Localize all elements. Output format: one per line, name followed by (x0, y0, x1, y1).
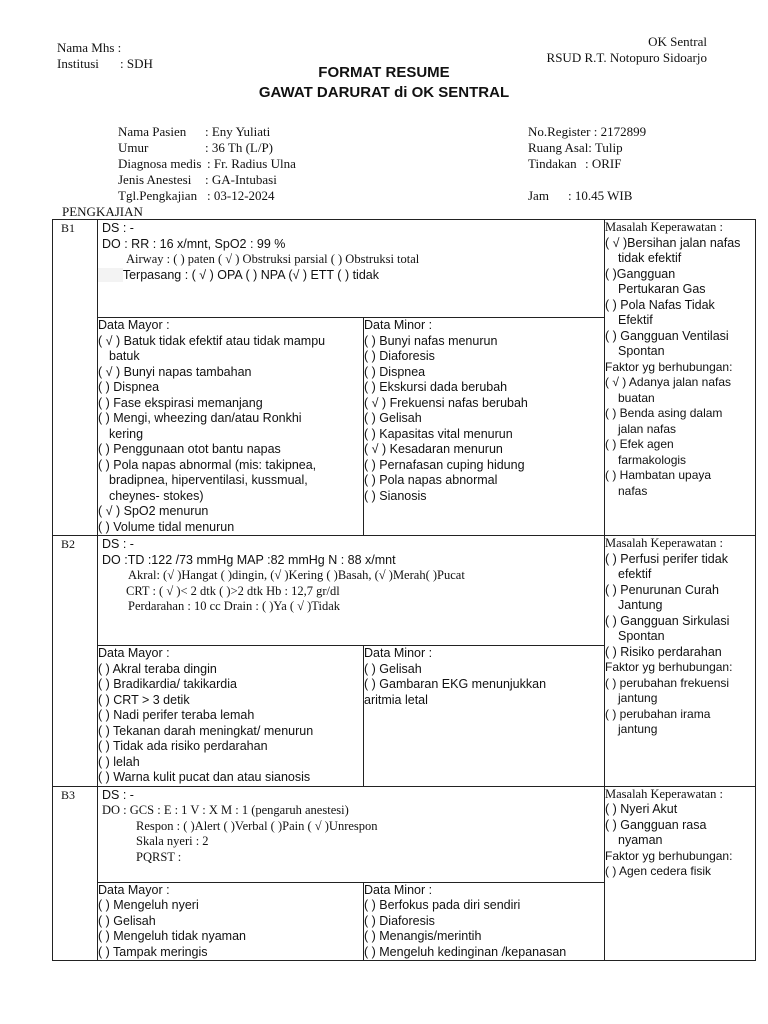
b1-mayor-item: kering (109, 426, 144, 441)
b2-minor-list (364, 646, 605, 786)
b1-mayor-list (98, 318, 364, 536)
b1-faktor-title: Faktor yg berhubungan: (605, 359, 733, 374)
b2-masalah-item: ( ) Risiko perdarahan (605, 644, 722, 659)
b3-respon: Respon : ( )Alert ( )Verbal ( )Pain ( √ )Unrespon (136, 818, 378, 833)
document-subtitle: GAWAT DARURAT di OK SENTRAL (258, 84, 510, 101)
b2-masalah-item: Jantung (618, 598, 663, 612)
b1-minor-item: ( √ ) Frekuensi nafas berubah (364, 395, 528, 410)
b3-mayor-item: ( ) Tampak meringis (98, 944, 208, 959)
b3-faktor-item: ( ) Agen cedera fisik (605, 864, 712, 878)
b2-faktor-title: Faktor yg berhubungan: (605, 660, 733, 674)
b1-mayor-item: ( ) Penggunaan otot bantu napas (98, 442, 281, 456)
register-number: No.Register : 2172899 (528, 124, 647, 139)
nama-pasien-value: : Eny Yuliati (205, 124, 271, 139)
b2-mayor-item: ( ) Tekanan darah meningkat/ menurun (98, 723, 314, 738)
b1-faktor-item: buatan (618, 390, 655, 405)
b2-content (98, 536, 605, 787)
b1-minor-title: Data Minor : (364, 318, 433, 332)
b1-mayor-item: bradipnea, hiperventilasi, kussmual, (109, 473, 308, 487)
tindakan-value: : ORIF (585, 156, 622, 171)
b2-faktor-item: ( ) perubahan frekuensi (605, 675, 730, 690)
b2-do: DO :TD :122 /73 mmHg MAP :82 mmHg N : 88 x/mnt (102, 552, 396, 567)
b1-masalah-item: ( )Gangguan (605, 266, 676, 281)
umur-value: : 36 Th (L/P) (205, 140, 274, 155)
b1-faktor-item: ( ) Efek agen (605, 437, 674, 451)
b1-row (53, 220, 756, 536)
b1-masalah-item: ( √ )Bersihan jalan nafas (605, 235, 741, 250)
b2-faktor-item: ( ) perubahan irama (605, 706, 711, 721)
b1-content (98, 220, 605, 536)
b1-masalah-item: Pertukaran Gas (618, 282, 706, 296)
diagnosa-value: : Fr. Radius Ulna (207, 156, 296, 171)
hospital-name: RSUD R.T. Notopuro Sidoarjo (546, 50, 707, 65)
b3-mayor-item: ( ) Mengeluh nyeri (98, 898, 199, 912)
b2-masalah (605, 536, 756, 787)
b2-minor-item: ( ) Gambaran EKG menunjukkan (364, 677, 547, 691)
b1-mayor-item: ( √ ) Batuk tidak efektif atau tidak mampu (98, 333, 326, 348)
b3-row (53, 786, 756, 961)
b1-mayor-item: ( ) Fase ekspirasi memanjang (98, 395, 263, 410)
b1-ds: DS : - (102, 221, 134, 235)
b1-mayor-item: batuk (109, 349, 140, 363)
b2-masalah-item: ( ) Perfusi perifer tidak (605, 551, 728, 566)
b3-masalah (605, 786, 756, 961)
nama-pasien-label: Nama Pasien (118, 124, 187, 139)
unit-name: OK Sentral (648, 34, 707, 49)
b1-faktor-item: ( √ ) Adanya jalan nafas (605, 375, 731, 389)
b1-mayor-item: ( √ ) SpO2 menurun (98, 504, 209, 518)
b3-masalah-item: ( ) Gangguan rasa (605, 817, 707, 832)
b2-mayor-list (98, 646, 364, 786)
b1-do: DO : RR : 16 x/mnt, SpO2 : 99 % (102, 236, 286, 251)
b3-faktor-title: Faktor yg berhubungan: (605, 848, 733, 863)
b1-mayor-item: cheynes- stokes) (109, 488, 204, 503)
jam-label: Jam (528, 188, 549, 203)
tgl-label: Tgl.Pengkajian (118, 188, 198, 203)
anestesi-label: Jenis Anestesi (118, 172, 192, 187)
b2-masalah-item: efektif (618, 567, 652, 581)
b1-mayor-item: ( ) Mengi, wheezing dan/atau Ronkhi (98, 411, 302, 425)
b3-mayor-list (98, 882, 364, 960)
b2-masalah-item: ( ) Gangguan Sirkulasi (605, 613, 730, 628)
b3-skala-nyeri: Skala nyeri : 2 (136, 834, 209, 848)
b1-minor-item: ( ) Diaforesis (364, 349, 435, 363)
b1-masalah-item: ( ) Pola Nafas Tidak (605, 297, 715, 312)
b1-minor-item: ( ) Ekskursi dada berubah (364, 380, 508, 394)
institusi-label: Institusi (57, 56, 99, 71)
b3-minor-item: ( ) Berfokus pada diri sendiri (364, 898, 521, 912)
nama-mhs-label: Nama Mhs : (57, 40, 122, 55)
b2-mayor-item: ( ) Bradikardia/ takikardia (98, 677, 237, 691)
b1-masalah-item: ( ) Gangguan Ventilasi (605, 328, 729, 343)
b2-mayor-item: ( ) Akral teraba dingin (98, 661, 217, 676)
b2-mayor-item: ( ) Warna kulit pucat dan atau sianosis (98, 770, 311, 784)
b1-faktor-item: jalan nafas (618, 421, 677, 436)
b2-masalah-item: Spontan (618, 629, 665, 643)
document-title: FORMAT RESUME (318, 64, 450, 81)
b2-faktor-item: jantung (618, 691, 658, 705)
pengkajian-heading: PENGKAJIAN (62, 204, 143, 219)
b2-crt: CRT : ( √ )< 2 dtk ( )>2 dtk Hb : 12,7 gr/dl (126, 583, 340, 598)
b1-mayor-item: ( ) Volume tidal menurun (98, 519, 235, 534)
b1-masalah (605, 220, 756, 536)
b1-minor-item: ( ) Dispnea (364, 364, 426, 379)
b2-akral: Akral: (√ )Hangat ( )dingin, (√ )Kering ( )Basah, (√ )Merah( )Pucat (128, 568, 465, 582)
b3-code: B3 (53, 786, 98, 961)
b1-masalah-item: tidak efektif (618, 251, 682, 265)
b3-masalah-item: ( ) Nyeri Akut (605, 802, 678, 816)
b3-minor-item: ( ) Diaforesis (364, 913, 435, 928)
umur-label: Umur (118, 140, 149, 155)
b3-masalah-item: nyaman (618, 833, 663, 847)
diagnosa-label: Diagnosa medis (118, 156, 202, 171)
anestesi-value: : GA-Intubasi (205, 172, 277, 187)
b3-mayor-title: Data Mayor : (98, 882, 170, 897)
b2-ds: DS : - (102, 537, 134, 551)
b1-faktor-item: nafas (618, 483, 648, 498)
b1-airway: Airway : ( ) paten ( √ ) Obstruksi parsial ( ) Obstruksi total (126, 252, 420, 266)
tgl-value: : 03-12-2024 (207, 188, 275, 203)
b3-minor-title: Data Minor : (364, 882, 433, 897)
b2-faktor-item: jantung (618, 722, 658, 736)
b3-do: DO : GCS : E : 1 V : X M : 1 (pengaruh anestesi) (102, 803, 349, 817)
institusi-value: : SDH (120, 56, 153, 71)
b2-minor-title: Data Minor : (364, 646, 433, 660)
b3-minor-item: ( ) Mengeluh kedinginan /kepanasan (364, 944, 567, 959)
b2-mayor-item: ( ) CRT > 3 detik (98, 692, 190, 707)
b1-mayor-item: ( √ ) Bunyi napas tambahan (98, 364, 252, 379)
b3-ds: DS : - (102, 787, 134, 802)
b2-code: B2 (53, 536, 98, 787)
b2-mayor-item: ( ) Nadi perifer teraba lemah (98, 708, 255, 722)
b1-faktor-item: ( ) Benda asing dalam (605, 406, 723, 420)
b2-mayor-title: Data Mayor : (98, 646, 170, 660)
b2-minor-item: aritmia letal (364, 692, 428, 707)
b2-mayor-item: ( ) Tidak ada risiko perdarahan (98, 739, 268, 753)
ruang-asal: Ruang Asal: Tulip (528, 140, 623, 155)
b1-minor-item: ( ) Pernafasan cuping hidung (364, 457, 525, 472)
assessment-table (52, 219, 756, 961)
b1-minor-item: ( ) Bunyi nafas menurun (364, 333, 498, 348)
b2-masalah-item: ( ) Penurunan Curah (605, 582, 719, 597)
b1-code: B1 (53, 220, 98, 536)
b2-masalah-title: Masalah Keperawatan : (605, 536, 723, 550)
b3-mayor-item: ( ) Mengeluh tidak nyaman (98, 929, 246, 943)
b3-pqrst: PQRST : (136, 849, 182, 864)
b1-terpasang: Terpasang : ( √ ) OPA ( ) NPA (√ ) ETT ( ) tidak (122, 267, 379, 282)
b1-minor-list (364, 318, 605, 536)
b2-row (53, 536, 756, 787)
b1-mayor-item: ( ) Pola napas abnormal (mis: takipnea, (98, 457, 317, 472)
b1-minor-item: ( ) Gelisah (364, 411, 422, 425)
b1-faktor-item: ( ) Hambatan upaya (605, 468, 712, 482)
b1-minor-item: ( ) Sianosis (364, 488, 427, 503)
b1-masalah-title: Masalah Keperawatan : (605, 220, 723, 234)
b2-perdarahan: Perdarahan : 10 cc Drain : ( )Ya ( √ )Tidak (128, 599, 341, 613)
b1-mayor-item: ( ) Dispnea (98, 380, 160, 394)
b1-minor-item: ( ) Pola napas abnormal (364, 473, 498, 487)
b1-minor-item: ( ) Kapasitas vital menurun (364, 426, 513, 441)
b1-mayor-title: Data Mayor : (98, 318, 170, 332)
tindakan-label: Tindakan (528, 156, 577, 171)
b3-minor-list (364, 882, 605, 960)
b1-masalah-item: Spontan (618, 344, 665, 358)
b3-minor-item: ( ) Menangis/merintih (364, 929, 482, 943)
b3-masalah-title: Masalah Keperawatan : (605, 786, 723, 801)
b1-minor-item: ( √ ) Kesadaran menurun (364, 442, 503, 456)
b1-masalah-item: Efektif (618, 313, 653, 327)
b2-mayor-item: ( ) lelah (98, 754, 140, 769)
b1-faktor-item: farmakologis (618, 452, 687, 467)
b2-minor-item: ( ) Gelisah (364, 661, 422, 676)
b3-content (98, 786, 605, 961)
b3-mayor-item: ( ) Gelisah (98, 913, 156, 928)
jam-value: : 10.45 WIB (568, 188, 633, 203)
